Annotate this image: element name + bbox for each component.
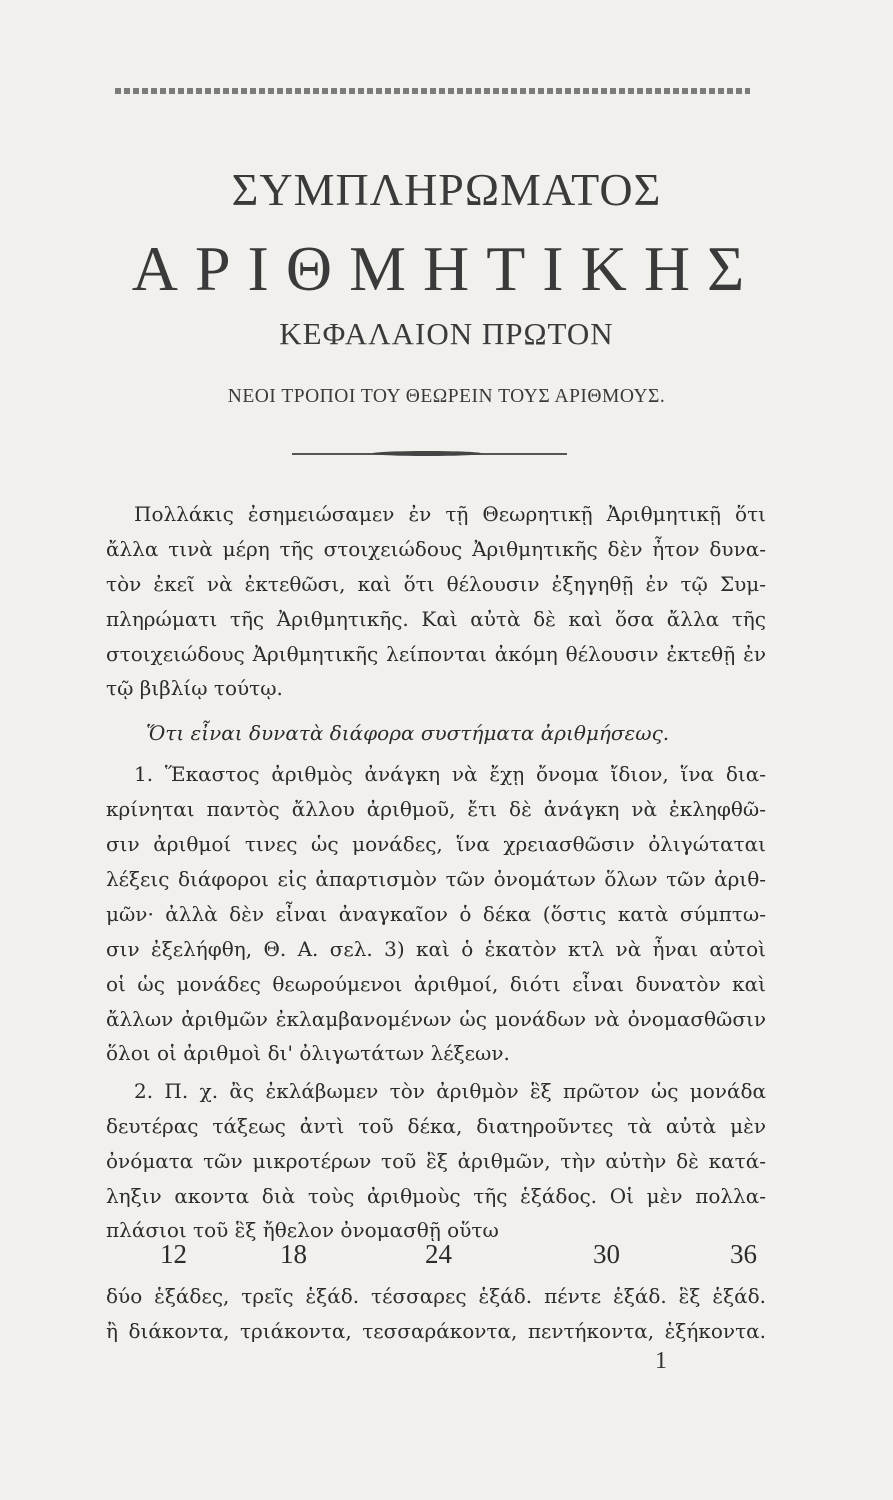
text-line: σιν ἀριθμοί τινες ὡς μονάδες, ἵνα χρειασθῶσιν ὀλιγώταται: [106, 832, 766, 856]
text-line: μῶν· ἀλλὰ δὲν εἶναι ἀναγκαῖον ὁ δέκα (ὅστις κατὰ σύμπτω-: [106, 902, 766, 926]
decorative-top-rule: [115, 88, 750, 94]
text-line: ἄλλων ἀριθμῶν ἐκλαμβανομένων ὡς μονάδων νὰ ὀνομασθῶσιν: [106, 1007, 766, 1031]
chapter-subtitle: ΝΕΟΙ ΤΡΟΠΟΙ ΤΟΥ ΘΕΩΡΕΙΝ ΤΟΥΣ ΑΡΙΘΜΟΥΣ.: [227, 386, 666, 407]
decorative-divider-center: [372, 451, 482, 456]
text-line: Πολλάκις ἐσημειώσαμεν ἐν τῇ Θεωρητικῇ Ἀριθμητικῇ ὅτι: [134, 502, 766, 526]
section-heading: Ὅτι εἶναι δυνατὰ διάφορα συστήματα ἀριθμήσεως.: [146, 721, 670, 745]
text-line: στοιχειώδους Ἀριθμητικῆς λείπονται ἀκόμη θέλουσιν ἐκτεθῇ ἐν: [106, 642, 766, 666]
text-line: τῷ βιβλίῳ τούτῳ.: [106, 676, 283, 700]
text-line: σιν ἐξελήφθη, Θ. Α. σελ. 3) καὶ ὁ ἑκατὸν κτλ νὰ ἦναι αὐτοὶ: [106, 937, 766, 961]
text-line: ὅλοι οἱ ἀριθμοὶ δι' ὀλιγωτάτων λέξεων.: [106, 1041, 510, 1065]
text-line: 2. Π. χ. ἂς ἐκλάβωμεν τὸν ἀριθμὸν ἓξ πρῶτον ὡς μονάδα: [134, 1079, 766, 1103]
text-line: πληρώματι τῆς Ἀριθμητικῆς. Καὶ αὐτὰ δὲ καὶ ὅσα ἄλλα τῆς: [106, 607, 766, 631]
text-line: οἱ ὡς μονάδες θεωρούμενοι ἀριθμοί, διότι εἶναι δυνατὸν καὶ: [106, 972, 766, 996]
text-line: κρίνηται παντὸς ἄλλου ἀριθμοῦ, ἔτι δὲ ἀνάγκη νὰ ἐκληφθῶ-: [106, 797, 766, 821]
title-big: ΑΡΙΘΜΗΤΙΚΗΣ: [131, 233, 762, 304]
text-line: ἢ διάκοντα, τριάκοντα, τεσσαράκοντα, πεντήκοντα, ἑξήκοντα.: [106, 1319, 766, 1343]
multiple-value: 30: [593, 1239, 620, 1269]
text-line: τὸν ἐκεῖ νὰ ἐκτεθῶσι, καὶ ὅτι θέλουσιν ἐξηγηθῇ ἐν τῷ Συμ-: [106, 572, 766, 596]
text-line: δευτέρας τάξεως ἀντὶ τοῦ δέκα, διατηροῦντες τὰ αὐτὰ μὲν: [106, 1114, 766, 1138]
multiples-row: [160, 1239, 760, 1273]
text-line: ληξιν ακοντα διὰ τοὺς ἀριθμοὺς τῆς ἑξάδος. Οἱ μὲν πολλα-: [106, 1184, 766, 1208]
multiple-value: 18: [280, 1239, 307, 1269]
page-number: 1: [655, 1348, 667, 1374]
multiple-value: 36: [730, 1239, 757, 1269]
text-line: πλάσιοι τοῦ ἓξ ἤθελον ὀνομασθῇ οὕτω: [106, 1218, 499, 1242]
text-line: 1. Ἕκαστος ἀριθμὸς ἀνάγκη νὰ ἔχῃ ὄνομα ἴδιον, ἵνα δια-: [134, 762, 766, 786]
multiple-value: 24: [425, 1239, 452, 1269]
text-line: λέξεις διάφοροι εἰς ἀπαρτισμὸν τῶν ὀνομάτων ὅλων τῶν ἀριθ-: [106, 867, 766, 891]
chapter-heading: ΚΕΦΑΛΑΙΟΝ ΠΡΩΤΟΝ: [279, 316, 614, 351]
text-line: δύο ἑξάδες, τρεῖς ἑξάδ. τέσσαρες ἑξάδ. πέντε ἑξάδ. ἓξ ἑξάδ.: [106, 1284, 766, 1308]
text-line: ἄλλα τινὰ μέρη τῆς στοιχειώδους Ἀριθμητικῆς δὲν ἦτον δυνα-: [106, 537, 766, 561]
multiple-value: 12: [160, 1239, 187, 1269]
text-line: ὀνόματα τῶν μικροτέρων τοῦ ἓξ ἀριθμῶν, τὴν αὐτὴν δὲ κατά-: [106, 1149, 766, 1173]
title-main: ΣΥΜΠΛΗΡΩΜΑΤΟΣ: [231, 164, 662, 215]
